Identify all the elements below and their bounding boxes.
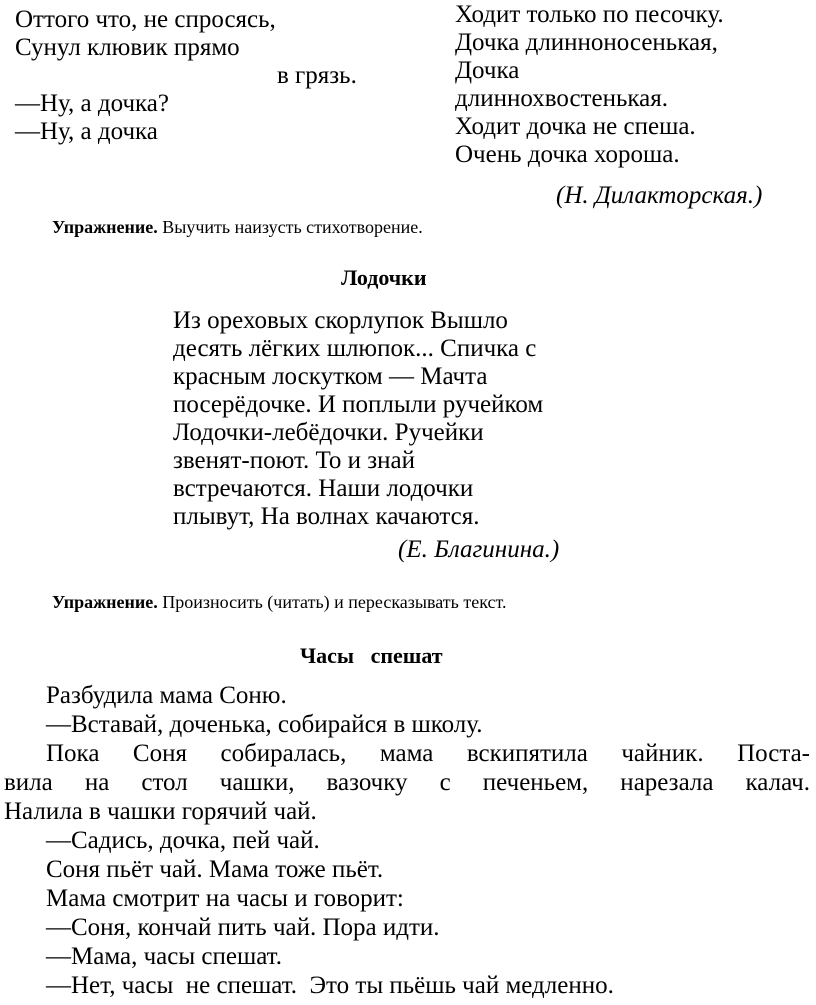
poem-line: плывут, На волнах качаются. <box>173 503 480 530</box>
poem2-author: (Е. Благинина.) <box>398 536 560 563</box>
poem-line: посерёдочке. И поплыли ручейком <box>173 391 544 418</box>
poem-line: Лодочки-лебёдочки. Ручейки <box>173 419 484 446</box>
poem1-right-column <box>455 1 724 169</box>
story-line: —Вставай, доченька, собирайся в школу. <box>46 711 483 738</box>
story-line: Пока Соня собиралась, мама вскипятила чайник. Поста- <box>46 740 810 767</box>
poem-line: Ходит только по песочку. <box>455 1 724 28</box>
poem-line: Очень дочка хороша. <box>455 141 680 168</box>
story-line: вила на стол чашки, вазочку с печеньем, нарезала калач. <box>4 769 810 796</box>
story-line: —Мама, часы спешат. <box>46 943 282 970</box>
poem2-body <box>173 307 543 531</box>
poem-line: Ходит дочка не спеша. <box>455 113 696 140</box>
exercise-label: Упражнение. <box>52 592 158 612</box>
exercise-text: Произносить (читать) и пересказывать текст. <box>157 592 507 612</box>
story-title: Часы спешат <box>300 643 443 668</box>
poem-line: Дочка длинноносенькая, <box>455 29 718 56</box>
story-line: Мама смотрит на часы и говорит: <box>46 885 404 912</box>
poem-line: встречаются. Наши лодочки <box>173 475 474 502</box>
poem1-left-column <box>15 6 357 146</box>
exercise-2 <box>52 592 507 613</box>
poem-line: Сунул клювик прямо <box>15 34 240 61</box>
story-line: —Соня, кончай пить чай. Пора идти. <box>46 914 440 941</box>
story-line: Соня пьёт чай. Мама тоже пьёт. <box>46 856 384 883</box>
story-line: Разбудила мама Соню. <box>46 682 287 709</box>
poem-line: Из ореховых скорлупок Вышло <box>173 307 508 334</box>
poem2-title: Лодочки <box>341 265 427 290</box>
story-line: —Садись, дочка, пей чай. <box>46 827 320 854</box>
poem-line: —Ну, а дочка? <box>15 90 170 117</box>
exercise-text: Выучить наизусть стихотворение. <box>157 217 423 237</box>
exercise-1 <box>52 217 423 238</box>
poem-line: —Ну, а дочка <box>15 118 158 145</box>
poem-line: Оттого что, не спросясь, <box>15 6 276 33</box>
exercise-label: Упражнение. <box>52 217 158 237</box>
poem-line: Дочка <box>455 57 520 84</box>
story-line: Налила в чашки горячий чай. <box>4 798 317 825</box>
poem-line: в грязь. <box>277 62 357 89</box>
story-line: —Нет, часы не спешат. Это ты пьёшь чай медленно. <box>46 972 614 999</box>
poem1-author: (Н. Дилакторская.) <box>556 182 763 209</box>
poem-line: длиннохвостенькая. <box>455 85 668 112</box>
poem-line: звенят-поют. То и знай <box>173 447 416 474</box>
poem-line: красным лоскутком — Мачта <box>173 363 488 390</box>
poem-line: десять лёгких шлюпок... Спичка с <box>173 335 537 362</box>
story-body <box>4 681 810 1000</box>
